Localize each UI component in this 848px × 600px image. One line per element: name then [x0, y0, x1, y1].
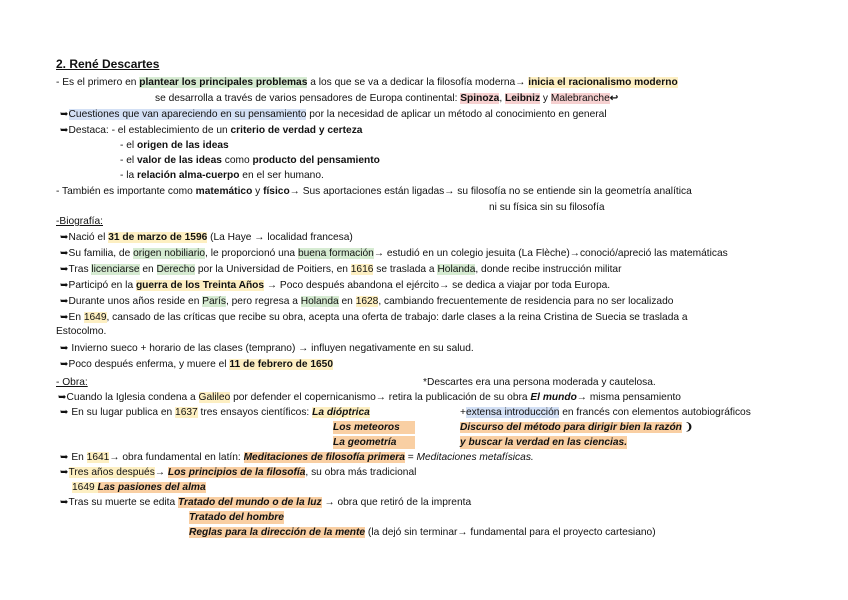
curved-arrow-icon: ➥ [60, 296, 69, 307]
work-tratado-hombre: Tratado del hombre [189, 512, 284, 523]
work-reglas: Reglas para la dirección de la mente (la dejó sin terminar→ fundamental para el proyecto cartesiano) [189, 527, 656, 538]
obra-heading: - Obra: [56, 377, 88, 388]
destaca-item-4: - la relación alma-cuerpo en el ser humano. [120, 170, 324, 181]
bio-item-6-cont: Estocolmo. [56, 326, 107, 337]
curved-arrow-icon: ➥ [60, 109, 69, 120]
curved-arrow-icon: ➥ [60, 452, 69, 463]
work-discurso-2: y buscar la verdad en las ciencias. [460, 437, 628, 448]
curved-arrow-icon: ➥ [60, 280, 69, 291]
bio-item-8: ➥Poco después enferma, y muere el 11 de febrero de 1650 [60, 359, 334, 370]
curved-arrow-icon: ➥ [60, 497, 69, 508]
bio-item-7: ➥ Invierno sueco + horario de las clases (temprano) → influyen negativamente en su salud. [60, 343, 474, 354]
obra-item-6: ➥Tres años después→ Los principios de la filosofía, su obra más tradicional [60, 467, 417, 478]
intro-line-8: - También es importante como matemático y físico→ Sus aportaciones están ligadas→ su filosofía no se entiende sin la geometría analítica [56, 186, 692, 197]
work-meteoros: Los meteoros [333, 421, 415, 434]
obra-item-1: ➥Cuando la Iglesia condena a Galileo por defender el copernicanismo→ retira la publicación de su obra El mundo→ misma pensamiento [58, 392, 681, 403]
return-arrow-icon: ↩ [609, 93, 619, 104]
intro-line-9: ni su física sin su filosofía [489, 202, 605, 213]
obra-item-2: ➥ En su lugar publica en 1637 tres ensayos científicos: La dióptrica [60, 407, 370, 418]
curved-arrow-icon: ➥ [60, 232, 69, 243]
bio-item-6: ➥En 1649, cansado de las críticas que recibe su obra, acepta una oferta de trabajo: darle clases a la reina Cristina de Suecia se traslada a [60, 312, 688, 323]
curved-arrow-icon: ➥ [60, 407, 69, 418]
bio-item-5: ➥Durante unos años reside en París, pero regresa a Holanda en 1628, cambiando frecuentemente de residencia para no ser localizado [60, 296, 674, 307]
bio-item-2: ➥Su familia, de origen nobiliario, le proporcionó una buena formación→ estudió en un colegio jesuita (La Flèche)→conoció/apreció las matemáticas [60, 248, 728, 259]
destaca-item-2: - el origen de las ideas [120, 140, 229, 151]
curved-arrow-icon: ➥ [58, 392, 67, 403]
work-geometria: La geometría [333, 436, 415, 449]
bio-item-4: ➥Participó en la guerra de los Treinta Años → Poco después abandona el ejército→ se dedica a viajar por toda Europa. [60, 280, 611, 291]
intro-line-1: - Es el primero en plantear los principales problemas a los que se va a dedicar la filosofía moderna→ inicia el racionalismo moderno [56, 77, 678, 88]
curved-arrow-icon: ➥ [60, 312, 69, 323]
biografia-heading: -Biografía: [56, 216, 103, 227]
curved-arrow-icon: ➥ [60, 359, 69, 370]
work-discurso: Discurso del método para dirigir bien la razón ❩ [460, 422, 694, 433]
obra-item-8: ➥Tras su muerte se edita Tratado del mundo o de la luz → obra que retiró de la imprenta [60, 497, 472, 508]
intro-line-2: se desarrolla a través de varios pensadores de Europa continental: Spinoza, Leibniz y Malebranche↩ [155, 93, 619, 104]
obra-item-7: 1649 Las pasiones del alma [72, 482, 206, 493]
curved-arrow-icon: ➥ [60, 125, 69, 136]
bio-item-1: ➥Nació el 31 de marzo de 1596 (La Haye → localidad francesa) [60, 232, 353, 243]
obra-item-5: ➥ En 1641→ obra fundamental en latín: Meditaciones de filosofía primera = Meditaciones metafísicas. [60, 452, 534, 463]
bio-item-3: ➥Tras licenciarse en Derecho por la Universidad de Poitiers, en 1616 se traslada a Holanda, donde recibe instrucción militar [60, 264, 622, 275]
curved-arrow-icon: ➥ [60, 248, 69, 259]
note-text: *Descartes era una persona moderada y cautelosa. [423, 377, 656, 388]
obra-item-2-right: +extensa introducción en francés con elementos autobiográficos [460, 407, 751, 418]
page-title: 2. René Descartes [56, 57, 160, 71]
curved-arrow-icon: ➥ [60, 343, 69, 354]
curved-arrow-icon: ➥ [60, 264, 69, 275]
intro-line-3: ➥Cuestiones que van apareciendo en su pensamiento por la necesidad de aplicar un método al conocimiento en general [60, 109, 607, 120]
destaca-item-3: - el valor de las ideas como producto del pensamiento [120, 155, 380, 166]
destaca-line: ➥Destaca: - el establecimiento de un criterio de verdad y certeza [60, 125, 363, 136]
curved-arrow-icon: ➥ [60, 467, 69, 478]
